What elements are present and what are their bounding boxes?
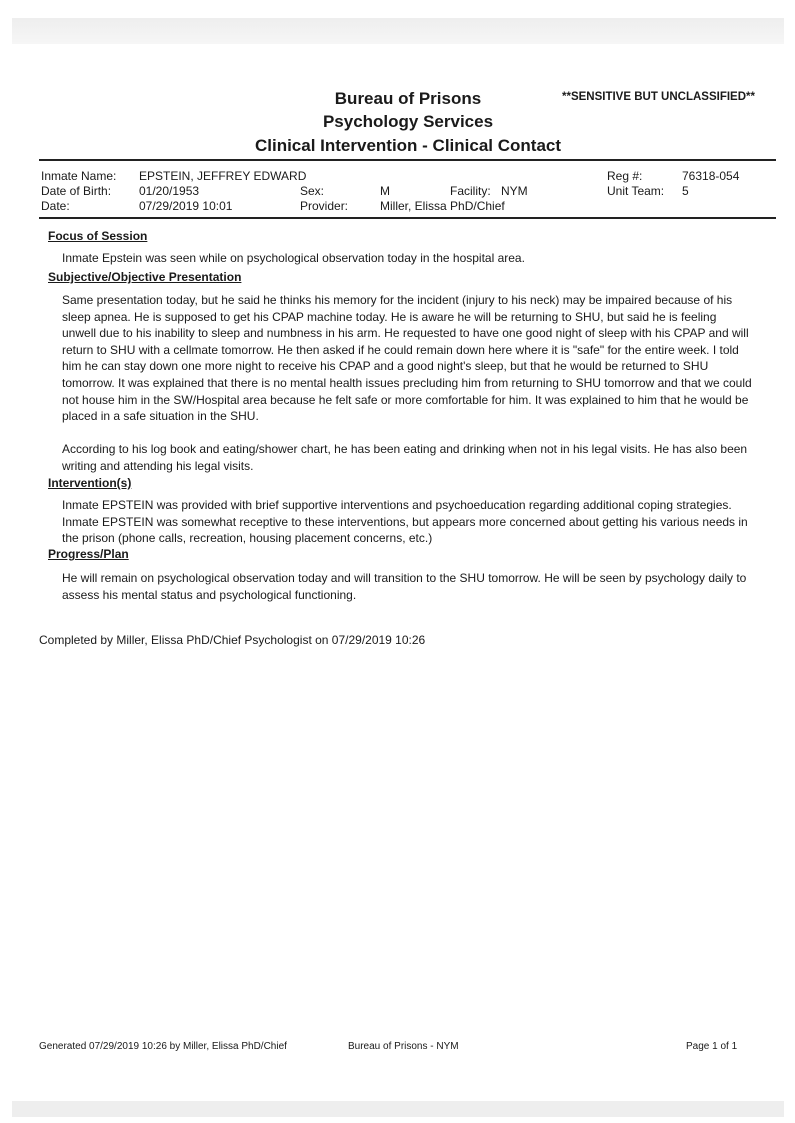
progress-text: He will remain on psychological observation today and will transition to the SHU tomorrow. He will be seen by psychology daily to assess his mental status and psychological functioning. <box>62 571 747 602</box>
footer-source: Bureau of Prisons - NYM <box>348 1041 459 1052</box>
footer-page-number: Page 1 of 1 <box>686 1041 738 1052</box>
form-title: Clinical Intervention - Clinical Contact <box>254 136 562 155</box>
subjective-paragraph-1: Same presentation today, but he said he thinks his memory for the incident (injury to his neck) may be impaired because of his sleep apnea. He is supposed to get his CPAP machine today. He is aware he will be returning to SHU, but said he is feeling unwell due to his inability to sleep and numbness in his arm. He requested to have one good night of sleep with his CPAP and will return to SHU with a cellmate tomorrow. He then asked if he could remain down here where it is "safe" for the entire week. I told him he can stay down one more night to receive his CPAP and a good night's sleep, but that he would be returned to SHU tomorrow. It was explained that there is no mental health issues precluding him from returning to SHU tomorrow and that we could not house him in the SW/Hospital area because he felt safe or more comfortable for him. It was explained to him that he would be placed in a safe situation in the SHU. <box>62 293 752 424</box>
subjective-heading: Subjective/Objective Presentation <box>48 270 242 284</box>
inmate-name-value: EPSTEIN, JEFFREY EDWARD <box>139 169 307 183</box>
dob-label: Date of Birth: <box>41 184 112 198</box>
department-title: Psychology Services <box>322 112 494 131</box>
facility-value: NYM <box>501 184 528 198</box>
interventions-heading: Intervention(s) <box>48 476 132 490</box>
interventions-text: Inmate EPSTEIN was provided with brief supportive interventions and psychoeducation regarding additional coping strategies. Inmate EPSTEIN was somewhat receptive to these interventions, but appears more concerned about getting his various needs in the prison (phone calls, recreation, housing placement concerns, etc.) <box>62 498 748 546</box>
footer-generated: Generated 07/29/2019 10:26 by Miller, Elissa PhD/Chief <box>39 1041 287 1052</box>
provider-label: Provider: <box>300 199 349 213</box>
inmate-name-label: Inmate Name: <box>41 169 117 183</box>
provider-value: Miller, Elissa PhD/Chief <box>380 199 505 213</box>
date-label: Date: <box>41 199 70 213</box>
subjective-paragraph-2: According to his log book and eating/shower chart, he has been eating and drinking when not in his legal visits. He has also been writing and attending his legal visits. <box>62 442 748 473</box>
sensitivity-marking: **SENSITIVE BUT UNCLASSIFIED** <box>562 91 755 103</box>
sex-label: Sex: <box>300 184 325 198</box>
facility-label: Facility: <box>450 184 491 198</box>
date-value: 07/29/2019 10:01 <box>139 199 233 213</box>
reg-label: Reg #: <box>607 169 643 183</box>
scan-band-top <box>12 18 784 44</box>
unit-team-label: Unit Team: <box>607 184 665 198</box>
agency-title: Bureau of Prisons <box>334 89 482 108</box>
unit-team-value: 5 <box>682 184 689 198</box>
sex-value: M <box>380 184 390 198</box>
focus-heading: Focus of Session <box>48 229 148 243</box>
completed-by: Completed by Miller, Elissa PhD/Chief Psychologist on 07/29/2019 10:26 <box>39 633 426 647</box>
scan-band-bottom <box>12 1101 784 1117</box>
reg-value: 76318-054 <box>682 169 740 183</box>
focus-text: Inmate Epstein was seen while on psychological observation today in the hospital area. <box>62 251 525 265</box>
inmate-info-block <box>39 159 776 219</box>
progress-heading: Progress/Plan <box>48 547 129 561</box>
dob-value: 01/20/1953 <box>139 184 200 198</box>
